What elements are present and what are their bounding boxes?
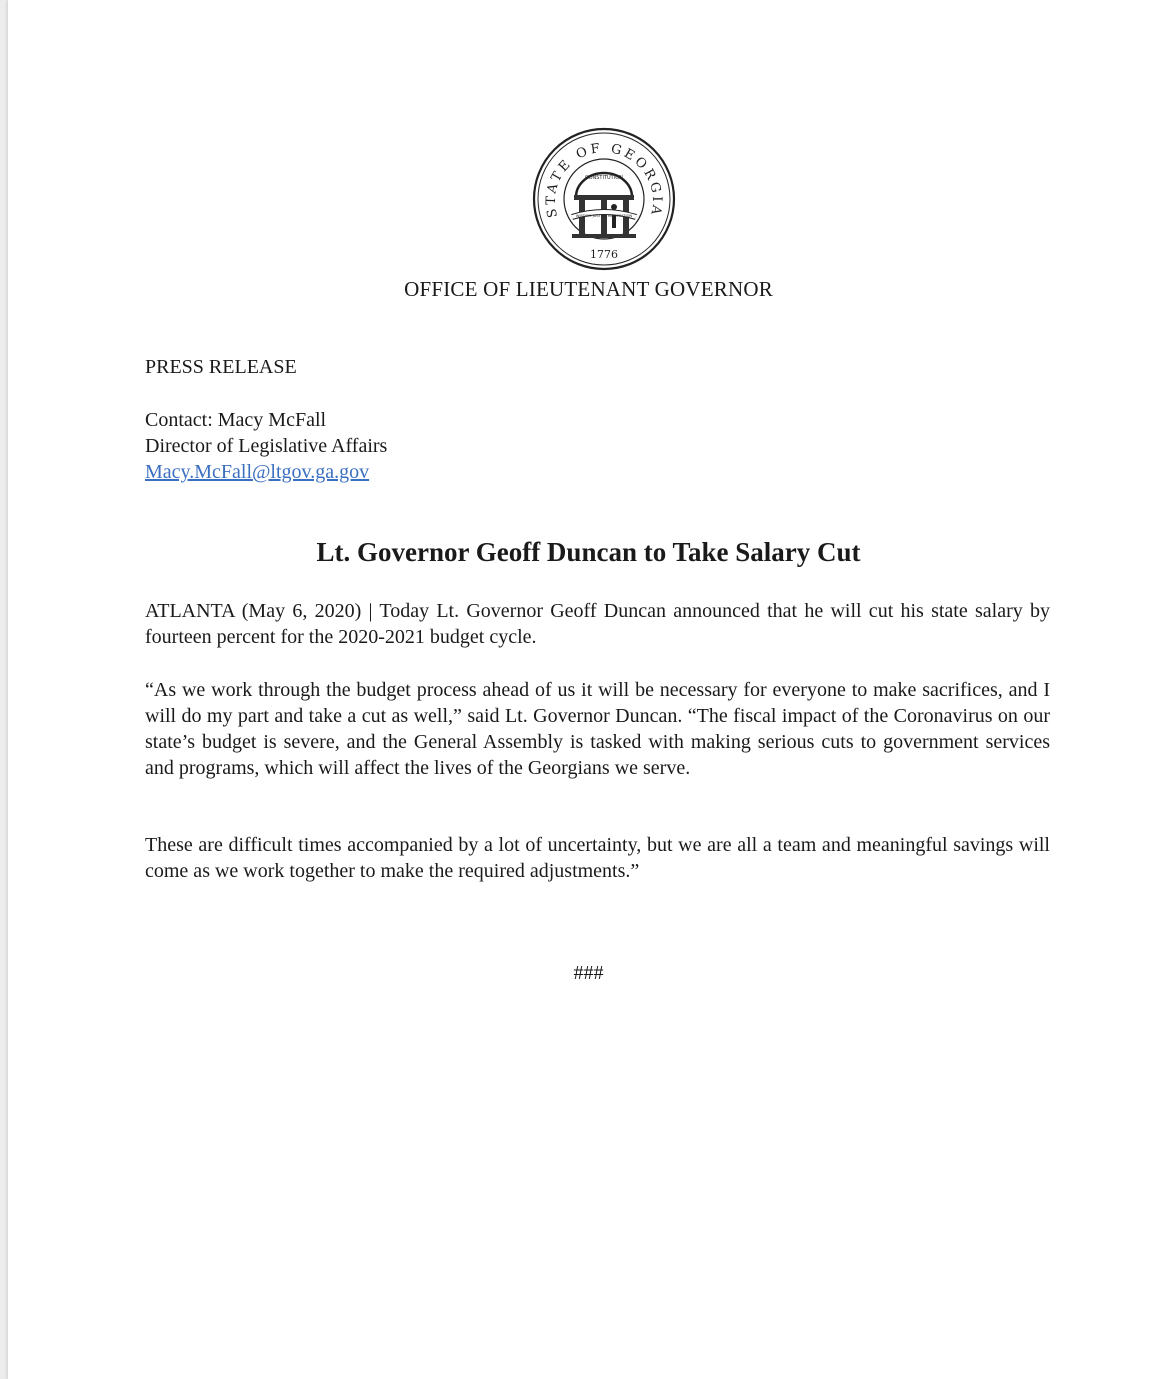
svg-text:WISDOM JUSTICE MODERATION: WISDOM JUSTICE MODERATION — [575, 214, 633, 218]
office-title: OFFICE OF LIEUTENANT GOVERNOR — [404, 277, 773, 301]
paragraph-quote: “As we work through the budget process ahead of us it will be necessary for everyone to make sacrifices, and I will do my part and take a cut as well,” said Lt. Governor Duncan. “The fiscal impact of the Coronavirus on our state’s budget is severe, and the General Assembly is tasked with making serious cuts to government services and programs, which will affect the lives of the Georgians we serve. — [145, 679, 1050, 779]
contact-block — [145, 407, 1050, 485]
end-mark: ### — [573, 962, 604, 984]
svg-text:1776: 1776 — [590, 248, 618, 261]
contact-title: Director of Legislative Affairs — [145, 435, 388, 457]
contact-email-link[interactable]: Macy.McFall@ltgov.ga.gov — [145, 461, 370, 483]
paragraph-dateline: ATLANTA (May 6, 2020) | Today Lt. Governor Geoff Duncan announced that he will cut his state salary by fourteen percent for the 2020-2021 budget cycle. — [145, 600, 1050, 648]
svg-text:CONSTITUTION: CONSTITUTION — [585, 175, 623, 181]
headline: Lt. Governor Geoff Duncan to Take Salary Cut — [316, 537, 861, 567]
document-page — [8, 0, 1169, 1379]
georgia-state-seal — [532, 127, 676, 271]
contact-name: Contact: Macy McFall — [145, 409, 327, 431]
press-release-label: PRESS RELEASE — [145, 356, 297, 378]
svg-text:STATE OF GEORGIA: STATE OF GEORGIA — [543, 140, 665, 219]
paragraph-closing: These are difficult times accompanied by a lot of uncertainty, but we are all a team and meaningful savings will come as we work together to make the required adjustments.” — [145, 834, 1050, 882]
